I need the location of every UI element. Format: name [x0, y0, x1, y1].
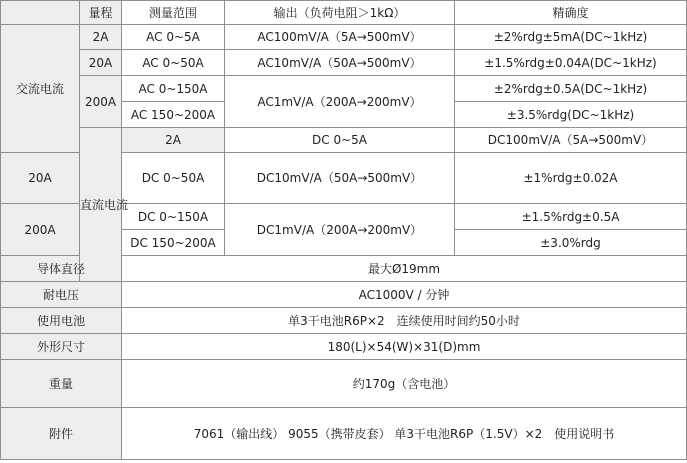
range-cell: 2A [122, 128, 225, 153]
accuracy-cell: ±2%rdg±5mA(DC~1kHz) [455, 25, 687, 50]
output-cell: AC10mV/A（50A→500mV） [225, 50, 455, 76]
header-range: 量程 [80, 1, 122, 25]
header-output: 输出（负荷电阻＞1kΩ） [225, 1, 455, 25]
accuracy-cell: ±1.5%rdg±0.04A(DC~1kHz) [455, 50, 687, 76]
spec-row-size [1, 334, 687, 360]
spec-label: 外形尺寸 [1, 334, 122, 360]
dc-current-label: 直流电流 [80, 128, 122, 282]
measure-cell: DC 150~200A [122, 230, 225, 256]
measure-cell: AC 0~5A [122, 25, 225, 50]
range-cell: 200A [1, 204, 80, 256]
spec-value: AC1000V / 分钟 [122, 282, 687, 308]
accuracy-cell: ±3.5%rdg(DC~1kHz) [455, 102, 687, 128]
table-row [1, 76, 687, 102]
spec-value: 最大Ø19mm [122, 256, 687, 282]
range-cell: 20A [80, 50, 122, 76]
header-accuracy: 精确度 [455, 1, 687, 25]
accuracy-cell: ±3.0%rdg [455, 230, 687, 256]
spec-label: 使用电池 [1, 308, 122, 334]
measure-cell: AC 150~200A [122, 102, 225, 128]
table-row [1, 25, 687, 50]
output-cell: DC10mV/A（50A→500mV） [225, 153, 455, 204]
ac-current-label: 交流电流 [1, 25, 80, 153]
spec-row-weight [1, 360, 687, 408]
header-blank [1, 1, 80, 25]
spec-label: 重量 [1, 360, 122, 408]
spec-label: 耐电压 [1, 282, 122, 308]
accuracy-cell: ±1%rdg±0.02A [455, 153, 687, 204]
spec-value: 180(L)×54(W)×31(D)mm [122, 334, 687, 360]
accuracy-cell: ±2%rdg±0.5A(DC~1kHz) [455, 76, 687, 102]
header-measure-range: 测量范围 [122, 1, 225, 25]
header-row [1, 1, 687, 25]
range-cell: 2A [80, 25, 122, 50]
range-cell: 200A [80, 76, 122, 128]
output-cell: DC1mV/A（200A→200mV） [225, 204, 455, 256]
output-cell: AC1mV/A（200A→200mV） [225, 76, 455, 128]
table-row [1, 128, 687, 153]
table-row [1, 50, 687, 76]
spec-row-voltage [1, 282, 687, 308]
spec-label: 附件 [1, 408, 122, 460]
spec-value: 单3干电池R6P×2 连续使用时间约50小时 [122, 308, 687, 334]
spec-row-conductor [1, 256, 687, 282]
spec-row-accessories [1, 408, 687, 460]
measure-cell: DC 0~5A [225, 128, 455, 153]
measure-cell: DC 0~150A [122, 204, 225, 230]
accuracy-cell: ±1.5%rdg±0.5A [455, 204, 687, 230]
spec-label: 导体直径 [1, 256, 122, 282]
spec-value: 7061（输出线） 9055（携带皮套） 单3干电池R6P（1.5V）×2 使用说明书 [122, 408, 687, 460]
output-cell: AC100mV/A（5A→500mV） [225, 25, 455, 50]
measure-cell: AC 0~150A [122, 76, 225, 102]
spec-value: 约170g（含电池） [122, 360, 687, 408]
range-cell: 20A [1, 153, 80, 204]
spec-row-battery [1, 308, 687, 334]
measure-cell: AC 0~50A [122, 50, 225, 76]
output-cell: DC100mV/A（5A→500mV） [455, 128, 687, 153]
measure-cell: DC 0~50A [122, 153, 225, 204]
